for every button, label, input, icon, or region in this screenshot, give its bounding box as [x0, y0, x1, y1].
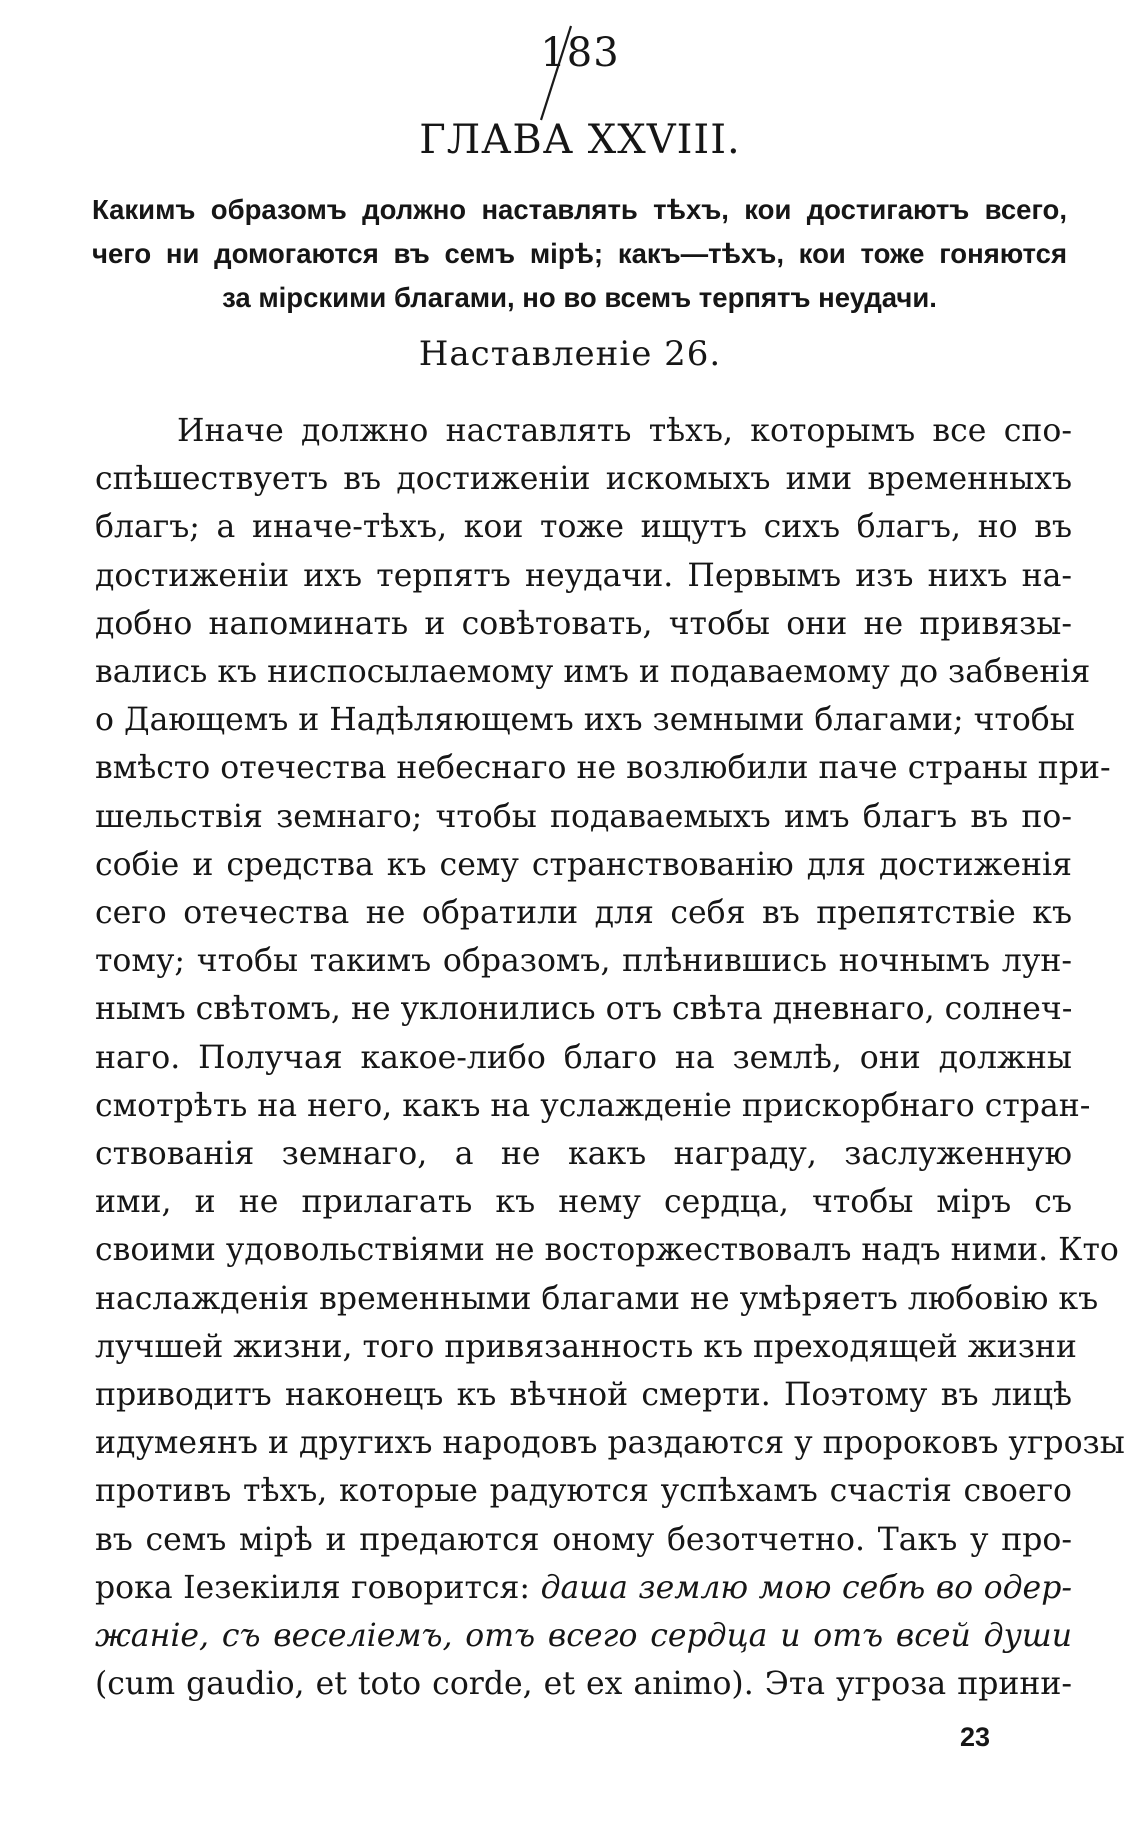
- text-line: въ семъ мірѣ и предаются оному безотчетно. Такъ у про-: [95, 1521, 1072, 1558]
- quotation-italic: даша землю мою себѣ во одер-: [540, 1569, 1073, 1606]
- text-line: спѣшествуетъ въ достиженіи искомыхъ ими временныхъ: [95, 461, 1072, 498]
- summary-line: Какимъ образомъ должно наставлять тѣхъ, кои достигаютъ всего,: [92, 194, 1067, 225]
- text-line: достиженіи ихъ терпятъ неудачи. Первымъ изъ нихъ на-: [95, 557, 1072, 594]
- summary-line: чего ни домогаются въ семъ мірѣ; какъ—тѣхъ, кои тоже гоняются: [92, 238, 1067, 269]
- text-line: собіе и средства къ сему странствованію для достиженія: [95, 846, 1072, 883]
- text-line: ими, и не прилагать къ нему сердца, чтобы міръ съ: [95, 1184, 1072, 1221]
- text-line-latin: (cum gaudio, et toto corde, et ex animo). Эта угроза прини-: [95, 1666, 1072, 1703]
- page-number: 183: [540, 30, 620, 76]
- text-line: добно напоминать и совѣтовать, чтобы они не привязы-: [95, 605, 1072, 642]
- text-line: вмѣсто отечества небеснаго не возлюбили паче страны при-: [95, 750, 1111, 787]
- chapter-title: ГЛАВА XXVIII.: [419, 117, 741, 163]
- text-line: сего отечества не обратили для себя въ препятствіе къ: [95, 895, 1072, 932]
- signature-mark: 23: [960, 1722, 991, 1752]
- text-line: благъ; а иначе-тѣхъ, кои тоже ищутъ сихъ благъ, но въ: [95, 509, 1072, 546]
- text-line: идумеянъ и другихъ народовъ раздаются у пророковъ угрозы: [95, 1425, 1125, 1462]
- text-line-quote-start: [95, 1564, 1072, 1612]
- quotation-italic: жаніе, съ веселіемъ,: [95, 1618, 466, 1655]
- summary-line: за мірскими благами, но во всемъ терпятъ неудачи.: [222, 282, 937, 313]
- text-line: противъ тѣхъ, которые радуются успѣхамъ счастія своего: [95, 1473, 1072, 1510]
- text-line: о Дающемъ и Надѣляющемъ ихъ земными благами; чтобы: [95, 702, 1075, 739]
- text-line: своими удовольствіями не восторжествовалъ надъ ними. Кто: [95, 1232, 1119, 1269]
- text-line-quote: [95, 1612, 1072, 1660]
- text-line: тому; чтобы такимъ образомъ, плѣнившись ночнымъ лун-: [95, 943, 1072, 980]
- text-line: ствованія земнаго, а не какъ награду, заслуженную: [95, 1136, 1072, 1173]
- chapter-summary: [92, 188, 1067, 320]
- text-line: наслажденія временными благами не умѣряетъ любовію къ: [95, 1280, 1099, 1317]
- text-line: вались къ ниспосылаемому имъ и подаваемому до забвенія: [95, 654, 1091, 691]
- text-line: смотрѣть на него, какъ на услажденіе прискорбнаго стран-: [95, 1087, 1091, 1124]
- text-line: Иначе должно наставлять тѣхъ, которымъ все спо-: [177, 413, 1072, 449]
- text-line: лучшей жизни, того привязанность къ преходящей жизни: [95, 1328, 1077, 1365]
- text-line: шельствія земнаго; чтобы подаваемыхъ имъ благъ въ по-: [95, 798, 1072, 835]
- text-normal: рока Іезекіиля говорится:: [95, 1569, 541, 1606]
- text-line: нымъ свѣтомъ, не уклонились отъ свѣта дневнаго, солнеч-: [95, 991, 1073, 1028]
- text-line: приводитъ наконецъ къ вѣчной смерти. Поэтому въ лицѣ: [95, 1377, 1072, 1414]
- quotation-italic: отъ всего сердца и отъ всей души: [465, 1618, 1072, 1655]
- text-line: наго. Получая какое-либо благо на землѣ, они должны: [95, 1039, 1072, 1076]
- body-text: [95, 407, 1125, 1708]
- section-subtitle: Наставленіе 26.: [418, 334, 722, 374]
